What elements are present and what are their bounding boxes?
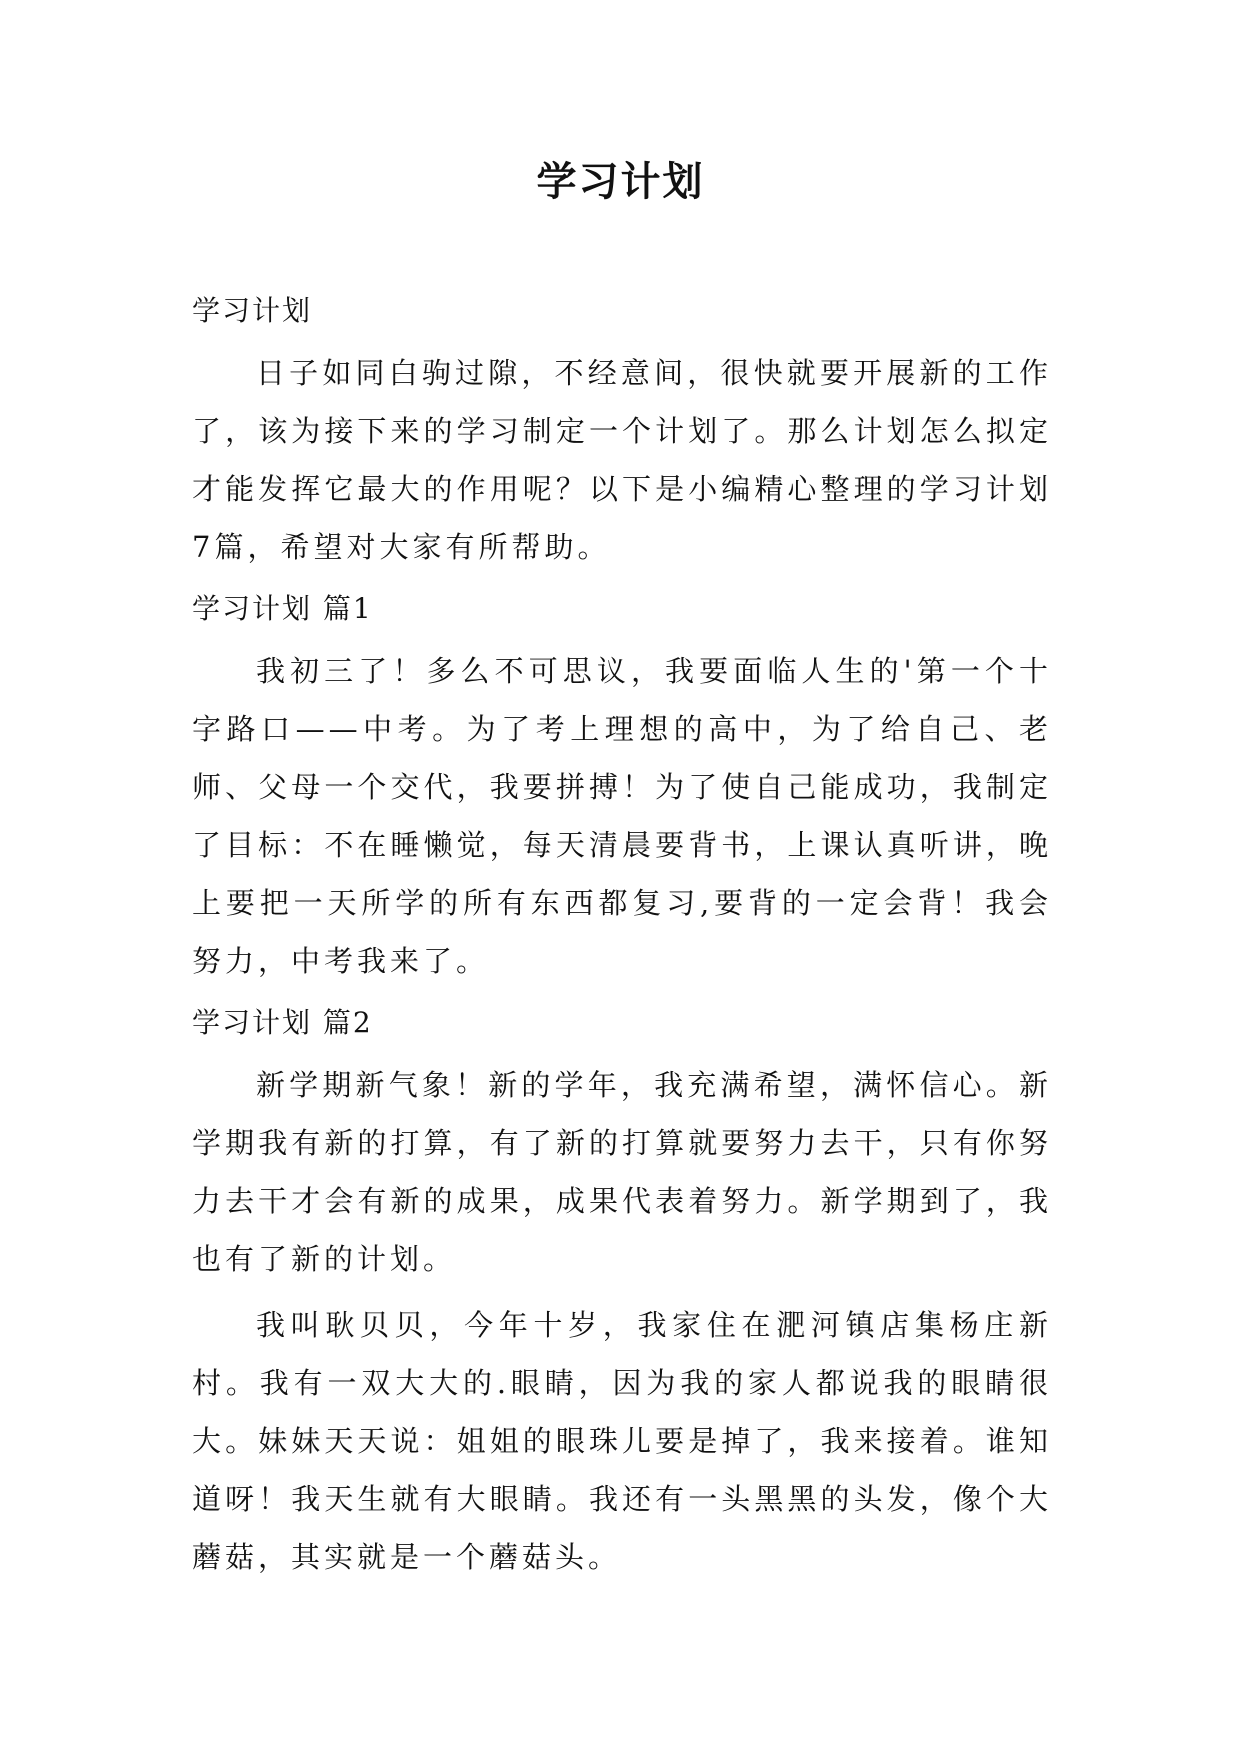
- section-heading: 学习计划 篇2: [192, 1006, 373, 1039]
- section-heading: 学习计划 篇1: [192, 592, 373, 625]
- paragraph: 我初三了！多么不可思议，我要面临人生的'第一个十字路口——中考。为了考上理想的高中，为了给自己、老师、父母一个交代，我要拼搏！为了使自己能成功，我制定了目标：不在睡懒觉，每天清晨要背书，上课认真听讲，晚上要把一天所学的所有东西都复习,要背的一定会背！我会努力，中考我来了。: [192, 654, 1052, 978]
- section-intro: [192, 286, 1052, 576]
- section-article-1: [192, 584, 1052, 990]
- paragraph: 日子如同白驹过隙，不经意间，很快就要开展新的工作了，该为接下来的学习制定一个计划了。那么计划怎么拟定才能发挥它最大的作用呢？以下是小编精心整理的学习计划7篇，希望对大家有所帮助。: [192, 356, 1052, 564]
- paragraph: 我叫耿贝贝，今年十岁，我家住在淝河镇店集杨庄新村。我有一双大大的.眼睛，因为我的家人都说我的眼睛很大。妹妹天天说：姐姐的眼珠儿要是掉了，我来接着。谁知道呀！我天生就有大眼睛。我还有一头黑黑的头发，像个大蘑菇，其实就是一个蘑菇头。: [192, 1308, 1052, 1574]
- document-body: [192, 286, 1052, 1594]
- section-heading: 学习计划: [192, 294, 313, 327]
- document-title: 学习计划: [536, 158, 705, 205]
- paragraph: 新学期新气象！新的学年，我充满希望，满怀信心。新学期我有新的打算，有了新的打算就要努力去干，只有你努力去干才会有新的成果，成果代表着努力。新学期到了，我也有了新的计划。: [192, 1068, 1052, 1276]
- section-article-2: [192, 998, 1052, 1586]
